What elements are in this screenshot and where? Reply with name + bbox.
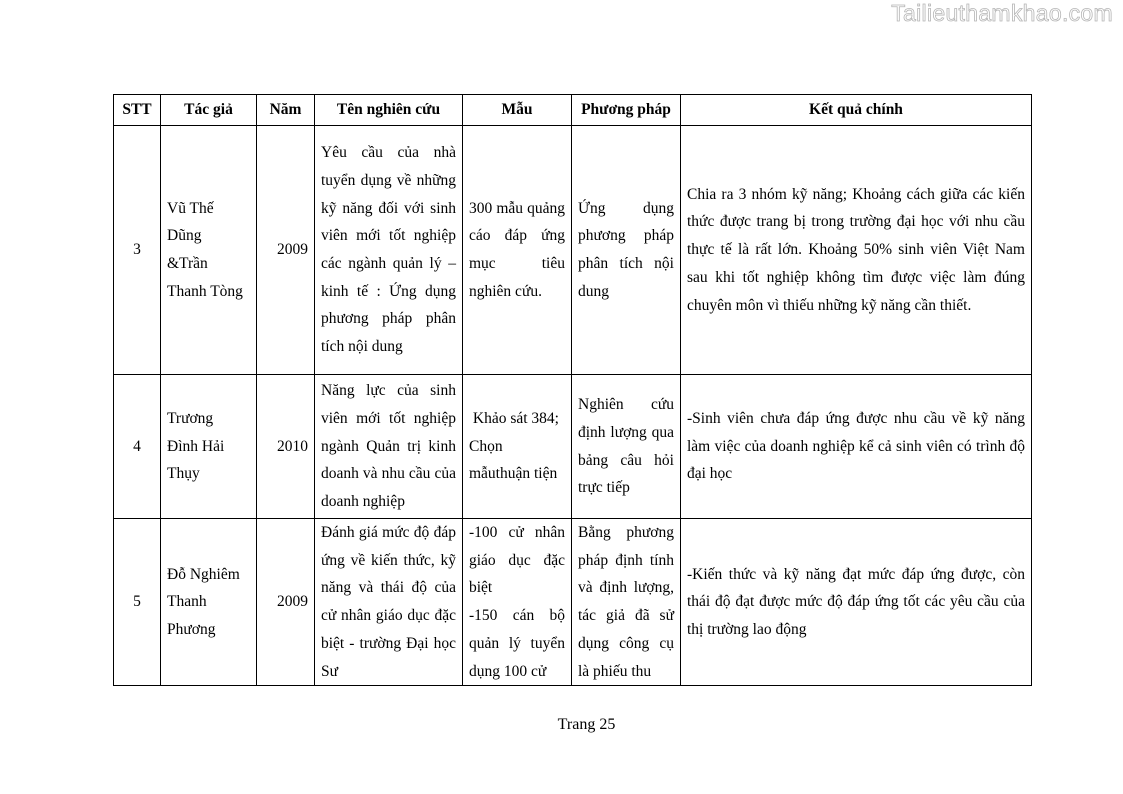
row-sample: 300 mẫu quảng cáo đáp ứng mục tiêu nghiên cứu. [463, 126, 572, 375]
row-year: 2010 [257, 375, 315, 519]
row-sample [463, 375, 572, 519]
row-title: Năng lực của sinh viên mới tốt nghiệp ngành Quản trị kinh doanh và nhu cầu của doanh nghiệp [315, 375, 463, 519]
author-line: Thụy [167, 465, 200, 483]
row-method: Bằng phương pháp định tính và định lượng, tác giả đã sử dụng công cụ là phiếu thu [572, 519, 681, 686]
header-author: Tác giả [161, 95, 257, 126]
header-result: Kết quả chính [681, 95, 1032, 126]
author-line: Dũng [167, 227, 202, 245]
page-number: Trang 25 [557, 716, 616, 733]
header-title: Tên nghiên cứu [315, 95, 463, 126]
header-year: Năm [257, 95, 315, 126]
author-line: &Trần [167, 255, 208, 272]
row-stt: 5 [114, 519, 161, 686]
row-author [161, 126, 257, 375]
table-header-row [114, 95, 1032, 126]
sample-line: Khảo sát 384; [469, 409, 559, 427]
row-title: Đánh giá mức độ đáp ứng về kiến thức, kỹ năng và thái độ của cử nhân giáo dục đặc biệt - trường Đại học Sư [315, 519, 463, 686]
row-stt: 4 [114, 375, 161, 519]
row-author [161, 375, 257, 519]
row-method: Ứng dụng phương pháp phân tích nội dung [572, 126, 681, 375]
author-line: Phương [167, 620, 216, 638]
row-method: Nghiên cứu định lượng qua bảng câu hỏi trực tiếp [572, 375, 681, 519]
author-line: Thanh Tòng [167, 282, 243, 300]
row-year: 2009 [257, 126, 315, 375]
sample-line: Chọn [469, 437, 503, 455]
sample-line: -150 cán bộ quản lý tuyển dụng 100 cử [469, 607, 565, 680]
row-year: 2009 [257, 519, 315, 686]
author-line: Đình Hải [167, 437, 225, 455]
row-author [161, 519, 257, 686]
row-result: -Sinh viên chưa đáp ứng được nhu cầu về kỹ năng làm việc của doanh nghiệp kể cả sinh viên có trình độ đại học [681, 375, 1032, 519]
header-stt: STT [114, 95, 161, 126]
author-line: Vũ Thế [167, 199, 214, 217]
table-row [114, 519, 1032, 686]
table-row [114, 126, 1032, 375]
row-sample [463, 519, 572, 686]
watermark: Tailieuthamkhao.com [891, 0, 1113, 26]
row-result: -Kiến thức và kỹ năng đạt mức đáp ứng được, còn thái độ đạt được mức độ đáp ứng tốt các yêu cầu của thị trường lao động [681, 519, 1032, 686]
sample-line: -100 cử nhân giáo dục đặc biệt [469, 524, 565, 597]
row-title: Yêu cầu của nhà tuyển dụng về những kỹ năng đối với sinh viên mới tốt nghiệp các ngành quản lý – kinh tế : Ứng dụng phương pháp phân tích nội dung [315, 126, 463, 375]
header-method: Phương pháp [572, 95, 681, 126]
author-line: Đỗ Nghiêm [167, 565, 240, 583]
author-line: Trương [167, 409, 214, 427]
row-result: Chia ra 3 nhóm kỹ năng; Khoảng cách giữa các kiến thức được trang bị trong trường đại học với nhu cầu thực tế là rất lớn. Khoảng 50% sinh viên Việt Nam sau khi tốt nghiệp không tìm được việc làm đúng chuyên môn vì thiếu những kỹ năng cần thiết. [681, 126, 1032, 375]
table-row [114, 375, 1032, 519]
literature-review-table [113, 94, 1032, 686]
author-line: Thanh [167, 593, 207, 611]
header-sample: Mẫu [463, 95, 572, 126]
sample-line: mẫuthuận tiện [469, 465, 558, 483]
row-stt: 3 [114, 126, 161, 375]
